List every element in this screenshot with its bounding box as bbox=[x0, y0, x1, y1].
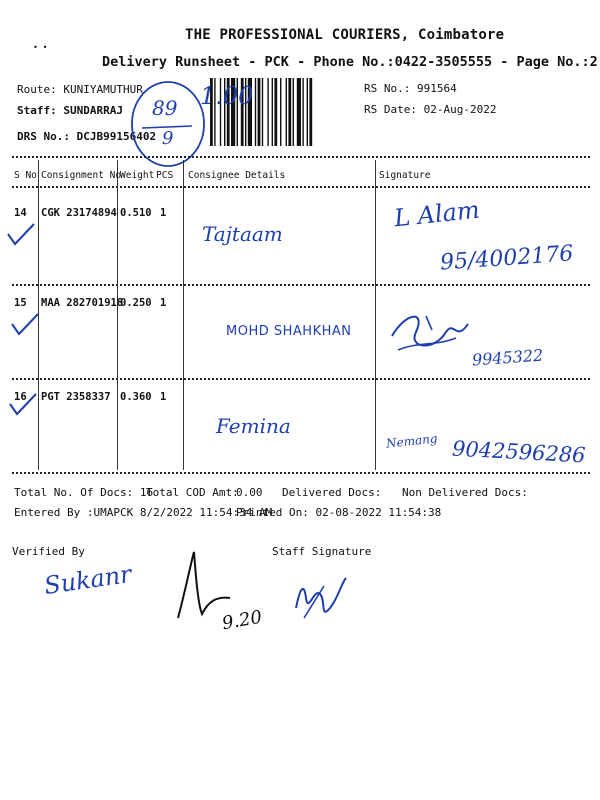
receiver-phone: 9945322 bbox=[471, 345, 544, 370]
barcode-bar bbox=[280, 78, 281, 146]
route-label: Route: KUNIYAMUTHUR bbox=[17, 83, 143, 96]
barcode-bar bbox=[258, 78, 261, 146]
row-pcs: 1 bbox=[160, 297, 167, 309]
col-divider-consignee bbox=[375, 160, 376, 470]
row-sno: 15 bbox=[14, 297, 27, 309]
table-top-rule bbox=[12, 156, 590, 158]
row-consignment: MAA 282701918 bbox=[41, 297, 124, 309]
stray-marks: • • bbox=[33, 43, 48, 52]
header-consignment: Consignment No bbox=[41, 170, 122, 181]
receiver-phone: 95/4002176 bbox=[439, 241, 575, 276]
header-consignee: Consignee Details bbox=[188, 170, 286, 181]
rs-date: RS Date: 02-Aug-2022 bbox=[364, 103, 497, 116]
row-weight: 0.250 bbox=[120, 297, 152, 309]
drs-number: DRS No.: DCJB99156402 bbox=[17, 130, 157, 143]
barcode-bar bbox=[309, 78, 312, 146]
row-weight: 0.360 bbox=[120, 391, 152, 403]
row-sno: 14 bbox=[14, 207, 27, 219]
checkmark-icon bbox=[6, 222, 36, 248]
barcode-bar bbox=[297, 78, 301, 146]
header-bottom-rule bbox=[12, 186, 590, 188]
verified-by-label: Verified By bbox=[12, 545, 85, 558]
barcode-bar bbox=[307, 78, 308, 146]
row-pcs: 1 bbox=[160, 391, 167, 403]
col-divider-consignment bbox=[117, 160, 118, 470]
consignee-handwriting: Tajtaam bbox=[202, 222, 283, 246]
printed-on: Printed On: 02-08-2022 11:54:38 bbox=[236, 506, 442, 519]
entered-by: Entered By :UMAPCK 8/2/2022 11:54:34 AM bbox=[14, 506, 273, 519]
row-sno: 16 bbox=[14, 391, 27, 403]
consignee-handwriting: MOHD SHAHKHAN bbox=[226, 324, 352, 339]
header-pcs: PCS bbox=[156, 170, 174, 181]
col-divider-pcs bbox=[183, 160, 184, 470]
receiver-phone: 9042596286 bbox=[451, 436, 587, 468]
header-sno: S No bbox=[14, 170, 37, 181]
staff-signature bbox=[290, 568, 350, 628]
barcode-bar bbox=[262, 78, 263, 146]
circled-count-bottom: 9 bbox=[162, 128, 174, 149]
barcode-bar bbox=[286, 78, 287, 146]
non-delivered-docs: Non Delivered Docs: bbox=[402, 486, 528, 499]
barcode-bar bbox=[293, 78, 294, 146]
verifier-time: 9.20 bbox=[220, 606, 264, 635]
row-pcs: 1 bbox=[160, 207, 167, 219]
header-signature: Signature bbox=[379, 170, 431, 181]
company-title: THE PROFESSIONAL COURIERS, Coimbatore bbox=[185, 27, 505, 43]
checkmark-icon bbox=[8, 392, 38, 418]
barcode-bar bbox=[267, 78, 268, 146]
handwritten-time: 1.00 bbox=[200, 82, 254, 110]
row-divider-1 bbox=[12, 284, 590, 286]
consignee-handwriting: Femina bbox=[216, 414, 291, 438]
barcode-bar bbox=[288, 78, 291, 146]
barcode-bar bbox=[302, 78, 303, 146]
receiver-signature: L Alam bbox=[392, 195, 481, 233]
header-weight: Weight bbox=[120, 170, 155, 181]
total-cod-label: Total COD Amt: bbox=[146, 486, 239, 499]
row-weight: 0.510 bbox=[120, 207, 152, 219]
table-bottom-rule bbox=[12, 472, 590, 474]
total-cod-value: 0.00 bbox=[236, 486, 263, 499]
receiver-signature: Nemang bbox=[385, 431, 439, 451]
checkmark-icon bbox=[10, 312, 40, 338]
barcode-bar bbox=[274, 78, 277, 146]
barcode-bar bbox=[255, 78, 256, 146]
runsheet-subtitle: Delivery Runsheet - PCK - Phone No.:0422-3505555 - Page No.:2 bbox=[102, 54, 598, 70]
rs-number: RS No.: 991564 bbox=[364, 82, 457, 95]
delivered-docs: Delivered Docs: bbox=[282, 486, 382, 499]
circled-count-top: 89 bbox=[152, 96, 178, 120]
staff-label: Staff: SUNDARRAJ bbox=[17, 104, 123, 117]
row-consignment: PGT 2358337 bbox=[41, 391, 111, 403]
receiver-signature bbox=[386, 302, 476, 362]
verified-signature: Sukanr bbox=[42, 560, 134, 600]
row-divider-2 bbox=[12, 378, 590, 380]
barcode-bar bbox=[272, 78, 273, 146]
staff-signature-label: Staff Signature bbox=[272, 545, 372, 558]
total-docs: Total No. Of Docs: 16 bbox=[14, 486, 154, 499]
row-consignment: CGK 23174894 bbox=[41, 207, 117, 219]
